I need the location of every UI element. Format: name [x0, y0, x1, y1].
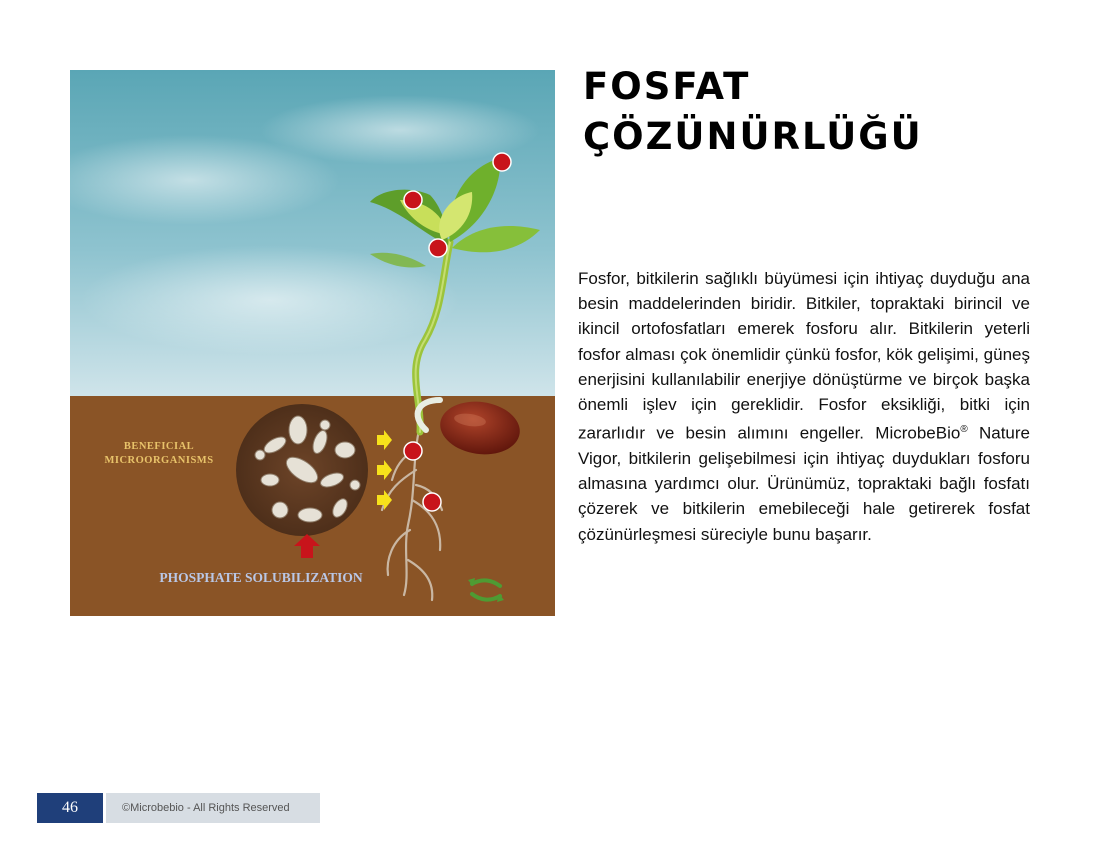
marker: [404, 191, 422, 209]
body-paragraph: [578, 266, 1030, 547]
phosphate-illustration: [70, 70, 555, 616]
label-microbes-line1: BENEFICIAL: [123, 441, 195, 452]
registered-mark: ®: [960, 424, 968, 436]
body-text-part-1: Fosfor, bitkilerin sağlıklı büyümesi için ihtiyaç duyduğu ana besin maddelerinden biridir. Bitkiler, topraktaki birincil ve ikincil ortofosfatları emerek fosforu alır. Bitkilerin yeterli fosfor alması çok önemlidir çünkü fosfor, kök gelişimi, güneş enerjisini kullanılabilir enerjiye dönüştürme ve birçok başka önemli işlev için gereklidir. Fosfor eksikliği, bitki için zararlıdır ve besin alımını engeller. MicrobeBio: [578, 269, 1030, 443]
marker: [423, 493, 441, 511]
page-title: [583, 62, 1063, 162]
label-microbes-line2: MICROORGANISMS: [104, 455, 214, 466]
microbe-circle: [236, 404, 368, 536]
title-line-2: ÇÖZÜNÜRLÜĞÜ: [583, 115, 923, 158]
yellow-arrows: [377, 430, 392, 510]
illustration-svg: [70, 70, 555, 616]
page-number: 46: [37, 793, 103, 823]
marker: [493, 153, 511, 171]
marker: [404, 442, 422, 460]
copyright-notice: ©Microbebio - All Rights Reserved: [106, 793, 320, 823]
label-process: PHOSPHATE SOLUBILIZATION: [159, 570, 363, 585]
marker: [429, 239, 447, 257]
body-text-part-2: Nature Vigor, bitkilerin gelişebilmesi için ihtiyaç duydukları fosforu almasına yardımcı olur. Ürünümüz, topraktaki bağlı fosfatı çözerek ve bitkilerin emebileceği hale getirerek fosfat çözünürleşmesi süreciyle bunu başarır.: [578, 423, 1030, 544]
title-line-1: FOSFAT: [583, 65, 751, 108]
